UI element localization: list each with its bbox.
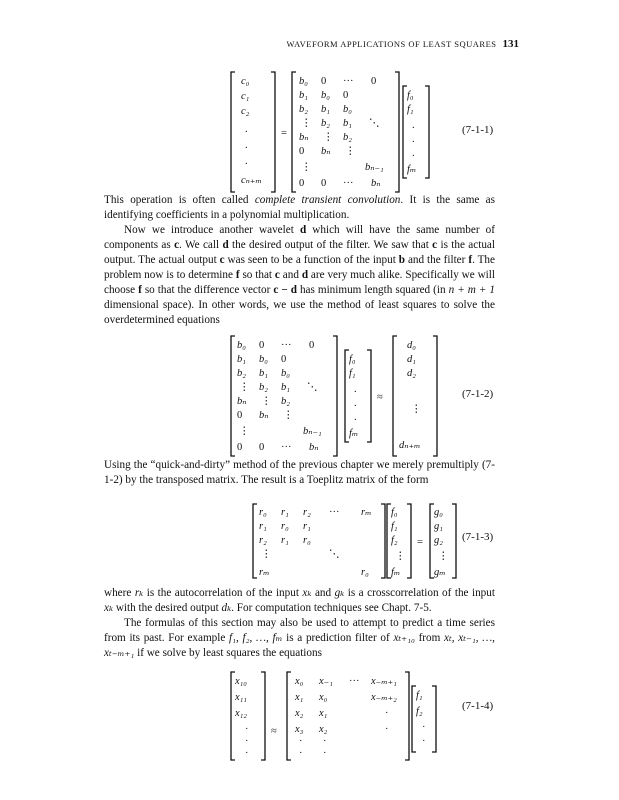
- svg-text:g₀: g₀: [434, 507, 443, 518]
- matrix-cell: b₂: [321, 118, 330, 129]
- svg-text:⋮: ⋮: [283, 410, 294, 421]
- svg-text:b₁: b₁: [237, 354, 246, 365]
- svg-text:b₀: b₀: [281, 368, 290, 379]
- svg-text:···: ···: [349, 676, 360, 687]
- equation-label: (7-1-3): [462, 531, 494, 543]
- f-entry: .: [412, 134, 415, 145]
- svg-text:r₀: r₀: [259, 507, 267, 518]
- approx-sign: ≈: [271, 726, 277, 737]
- matrix-cell: b₂: [343, 132, 352, 143]
- matrix-cell: 0: [299, 146, 305, 157]
- paragraph: Using the “quick-and-dirty” method of the previous chapter we merely premultiply (7-1-2) by the transposed matrix. The result is a Toeplitz matrix of the form: [104, 459, 495, 486]
- filter-vector: [391, 507, 406, 578]
- matrix-right-bracket: [381, 504, 385, 578]
- svg-text:·: ·: [422, 722, 426, 733]
- svg-text:fₘ: fₘ: [391, 567, 401, 578]
- svg-text:⋮: ⋮: [438, 551, 449, 562]
- paragraph: This operation is often called complete transient convolution. It is the same as identifying coefficients in a polynomial multiplication.: [104, 194, 495, 221]
- f-entry: f₁: [407, 104, 414, 115]
- matrix-left-bracket: [253, 504, 257, 578]
- equals-sign: =: [281, 128, 287, 139]
- svg-text:.: .: [354, 412, 357, 423]
- svg-text:·: ·: [299, 736, 303, 747]
- svg-text:⋱: ⋱: [307, 382, 318, 393]
- svg-text:x₋₁: x₋₁: [319, 676, 333, 687]
- svg-text:b₂: b₂: [281, 396, 290, 407]
- svg-text:·: ·: [422, 736, 426, 747]
- svg-text:f₁: f₁: [391, 521, 398, 532]
- matrix-cell: ⋮: [345, 146, 356, 157]
- svg-text:r₂: r₂: [259, 535, 267, 546]
- matrix-cell: 0: [321, 178, 327, 189]
- svg-text:f₀: f₀: [349, 354, 356, 365]
- equation-7-1-4: [225, 666, 545, 764]
- svg-text:x₁₁: x₁₁: [235, 692, 247, 703]
- svg-text:bₙ₋₁: bₙ₋₁: [303, 426, 322, 437]
- svg-text:⋮: ⋮: [239, 382, 250, 393]
- svg-text:.: .: [354, 398, 357, 409]
- svg-text:gₘ: gₘ: [434, 567, 446, 578]
- equation-label: (7-1-4): [462, 700, 494, 712]
- svg-text:r₀: r₀: [361, 567, 369, 578]
- svg-text:f₂: f₂: [391, 535, 398, 546]
- svg-text:r₁: r₁: [281, 535, 289, 546]
- svg-text:r₀: r₀: [303, 535, 311, 546]
- matrix-left-bracket: [287, 672, 291, 760]
- matrix-cell: ···: [343, 76, 354, 87]
- svg-text:r₀: r₀: [281, 521, 289, 532]
- filter-vector: [416, 690, 426, 747]
- matrix-cell: ···: [343, 178, 354, 189]
- matrix-right-bracket: [395, 72, 399, 192]
- filter-vector: [349, 354, 358, 439]
- svg-text:0: 0: [281, 354, 287, 365]
- paragraph: The formulas of this section may also be used to attempt to predict a time series from its past. For example f₁, f₂, …, fₘ is a prediction filter of xₜ₊₁₀ from xₜ, xₜ₋₁, …, xₜ₋ₘ₊₁ if we solve by least squares the equations: [104, 617, 495, 659]
- f-entry: fₘ: [407, 164, 417, 175]
- svg-text:d₂: d₂: [407, 368, 416, 379]
- matrix-cell: b₀: [321, 90, 330, 101]
- svg-text:f₀: f₀: [391, 507, 398, 518]
- matrix-cell: 0: [321, 76, 327, 87]
- svg-text:⋱: ⋱: [329, 549, 340, 560]
- lhs-right-bracket: [261, 672, 265, 760]
- svg-text:b₀: b₀: [259, 354, 268, 365]
- matrix-right-bracket: [333, 336, 337, 456]
- svg-text:x₃: x₃: [295, 724, 304, 735]
- c-entry: cₙ₊ₘ: [241, 175, 262, 186]
- matrix-cell: bₙ₋₁: [365, 162, 384, 173]
- svg-text:r₂: r₂: [303, 507, 311, 518]
- matrix-cell: b₂: [299, 104, 308, 115]
- svg-text:g₁: g₁: [434, 521, 443, 532]
- svg-text:b₂: b₂: [237, 368, 246, 379]
- svg-text:⋮: ⋮: [395, 551, 406, 562]
- filter-right-bracket: [367, 350, 371, 442]
- svg-text:dₙ₊ₘ: dₙ₊ₘ: [399, 440, 421, 451]
- matrix-right-bracket: [405, 672, 409, 760]
- matrix-cell: bₙ: [371, 178, 381, 189]
- svg-text:0: 0: [259, 442, 265, 453]
- svg-text:x₁: x₁: [319, 708, 328, 719]
- lhs-left-bracket: [231, 72, 235, 192]
- f-entry: .: [412, 148, 415, 159]
- matrix-cell: ⋮: [323, 132, 334, 143]
- svg-text:·: ·: [385, 724, 389, 735]
- equals-sign: =: [417, 537, 423, 548]
- matrix-cell: ⋮: [301, 118, 312, 129]
- matrix-cell: b₁: [321, 104, 330, 115]
- svg-text:b₂: b₂: [259, 382, 268, 393]
- svg-text:·: ·: [323, 748, 327, 759]
- svg-text:·: ·: [245, 748, 249, 759]
- svg-text:x₁₂: x₁₂: [235, 708, 247, 719]
- svg-text:bₙ: bₙ: [237, 396, 247, 407]
- svg-text:·: ·: [245, 736, 249, 747]
- svg-text:x₋ₘ₊₂: x₋ₘ₊₂: [371, 692, 397, 703]
- svg-text:b₁: b₁: [259, 368, 268, 379]
- crosscorrelation-vector: [434, 507, 449, 578]
- toeplitz-matrix: [259, 507, 372, 578]
- page-number: 131: [502, 38, 519, 50]
- lhs-vector: [241, 76, 262, 186]
- filter-right-bracket: [407, 504, 411, 578]
- svg-text:0: 0: [309, 340, 315, 351]
- convolution-matrix: [237, 340, 322, 453]
- matrix-cell: b₀: [343, 104, 352, 115]
- matrix-left-bracket: [292, 72, 296, 192]
- matrix-left-bracket: [231, 336, 235, 456]
- svg-text:···: ···: [329, 507, 340, 518]
- matrix-cell: 0: [371, 76, 377, 87]
- svg-text:r₁: r₁: [303, 521, 311, 532]
- c-entry: .: [245, 124, 248, 135]
- svg-text:0: 0: [237, 410, 243, 421]
- svg-text:g₂: g₂: [434, 535, 443, 546]
- svg-text:·: ·: [299, 748, 303, 759]
- svg-text:·: ·: [385, 708, 389, 719]
- svg-text:⋮: ⋮: [411, 404, 422, 415]
- equation-label: (7-1-1): [462, 124, 494, 136]
- convolution-matrix: [299, 76, 384, 189]
- svg-text:x₀: x₀: [295, 676, 304, 687]
- svg-text:·: ·: [323, 736, 327, 747]
- desired-right-bracket: [433, 336, 437, 456]
- svg-text:d₀: d₀: [407, 340, 416, 351]
- f-entry: .: [412, 120, 415, 131]
- svg-text:bₙ: bₙ: [309, 442, 319, 453]
- data-matrix: [294, 676, 397, 759]
- c-entry: .: [245, 156, 248, 167]
- svg-text:···: ···: [281, 442, 292, 453]
- desired-output-vector: [399, 340, 422, 451]
- svg-text:rₘ: rₘ: [361, 507, 372, 518]
- c-entry: c₁: [241, 91, 250, 102]
- filter-right-bracket: [425, 86, 429, 178]
- approx-sign: ≈: [377, 392, 383, 403]
- equation-7-1-3: [245, 500, 545, 582]
- svg-text:x₋ₘ₊₁: x₋ₘ₊₁: [371, 676, 397, 687]
- matrix-cell: bₙ: [299, 132, 309, 143]
- matrix-cell: 0: [343, 90, 349, 101]
- running-title: WAVEFORM APPLICATIONS OF LEAST SQUARES: [286, 39, 497, 49]
- svg-text:·: ·: [245, 724, 249, 735]
- filter-vector: [407, 90, 416, 175]
- svg-text:···: ···: [281, 340, 292, 351]
- svg-text:0: 0: [259, 340, 265, 351]
- svg-text:b₁: b₁: [281, 382, 290, 393]
- lhs-right-bracket: [271, 72, 275, 192]
- matrix-cell: b₁: [343, 118, 352, 129]
- desired-left-bracket: [393, 336, 397, 456]
- running-head: [287, 38, 519, 50]
- svg-text:⋮: ⋮: [261, 549, 272, 560]
- equation-7-1-1: [225, 66, 545, 198]
- svg-text:f₁: f₁: [349, 368, 356, 379]
- svg-text:r₁: r₁: [259, 521, 267, 532]
- matrix-cell: ⋮: [301, 162, 312, 173]
- lhs-vector: [234, 676, 249, 759]
- svg-text:d₁: d₁: [407, 354, 416, 365]
- svg-text:x₂: x₂: [319, 724, 328, 735]
- svg-text:rₘ: rₘ: [259, 567, 270, 578]
- filter-right-bracket: [432, 686, 436, 752]
- svg-text:0: 0: [237, 442, 243, 453]
- svg-text:fₘ: fₘ: [349, 428, 359, 439]
- matrix-cell: ⋱: [369, 118, 380, 129]
- matrix-cell: 0: [299, 178, 305, 189]
- svg-text:b₀: b₀: [237, 340, 246, 351]
- c-entry: .: [245, 140, 248, 151]
- crosscorr-right-bracket: [452, 504, 456, 578]
- svg-text:x₂: x₂: [295, 708, 304, 719]
- svg-text:⋮: ⋮: [261, 396, 272, 407]
- c-entry: c₂: [241, 106, 250, 117]
- svg-text:x₀: x₀: [319, 692, 328, 703]
- equation-7-1-2: [225, 330, 545, 462]
- svg-text:bₙ: bₙ: [259, 410, 269, 421]
- paragraph: Now we introduce another wavelet d which will have the same number of components as c. We call d the desired output of the filter. We saw that c is the actual output. The actual output c was seen to be a function of the input b and the filter f. The problem now is to determine f so that c and d are very much alike. Specifically we will choose f so that the difference vector c − d has minimum length squared (in n + m + 1 dimensional space). In other words, we use the method of least squares to solve the overdetermined equations: [104, 224, 496, 326]
- matrix-cell: b₁: [299, 90, 308, 101]
- equation-label: (7-1-2): [462, 388, 494, 400]
- svg-text:.: .: [354, 384, 357, 395]
- svg-text:r₁: r₁: [281, 507, 289, 518]
- matrix-cell: bₙ: [321, 146, 331, 157]
- svg-text:x₁: x₁: [295, 692, 304, 703]
- svg-text:⋮: ⋮: [239, 426, 250, 437]
- c-entry: c₀: [241, 76, 250, 87]
- svg-text:x₁₀: x₁₀: [235, 676, 247, 687]
- matrix-cell: b₀: [299, 76, 308, 87]
- svg-text:f₂: f₂: [416, 706, 423, 717]
- f-entry: f₀: [407, 90, 414, 101]
- svg-text:f₁: f₁: [416, 690, 423, 701]
- paragraph: where rₖ is the autocorrelation of the input xₖ and gₖ is a crosscorrelation of the input xₖ with the desired output dₖ. For computation techniques see Chapt. 7-5.: [104, 587, 495, 614]
